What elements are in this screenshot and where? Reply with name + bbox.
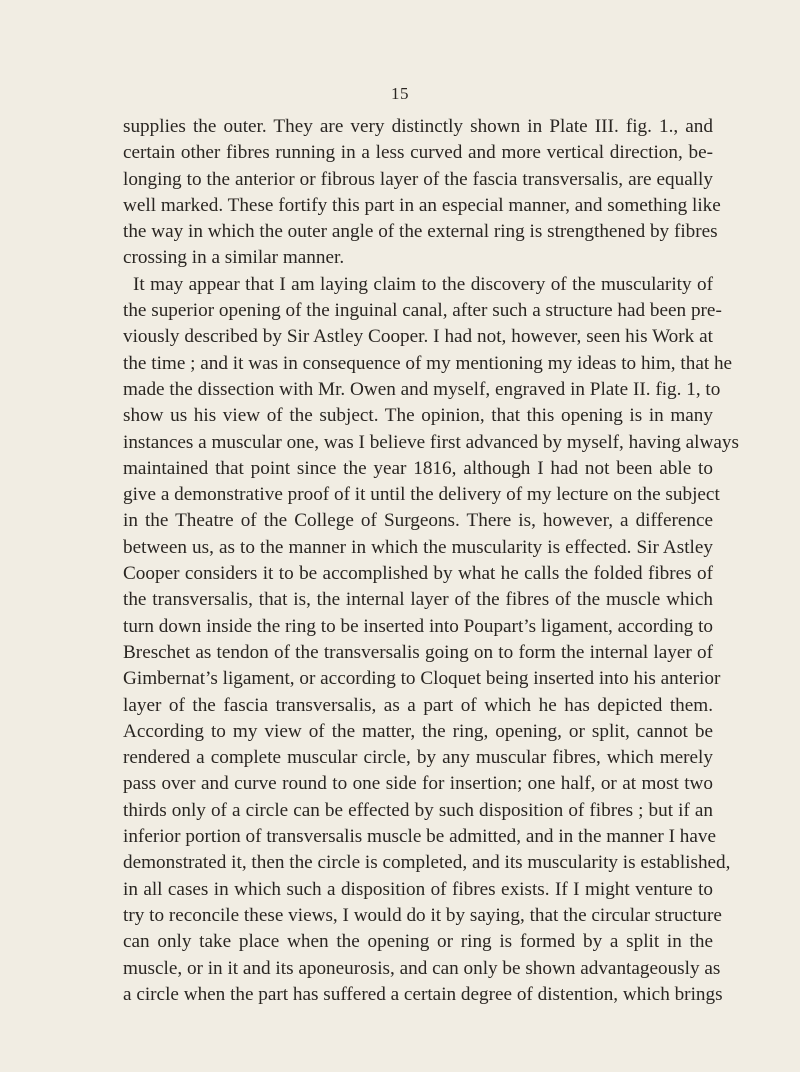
text-line: crossing in a similar manner. bbox=[123, 247, 345, 269]
text-line: maintained that point since the year 1816, although I had not been able to bbox=[123, 457, 713, 479]
text-line: According to my view of the matter, the ring, opening, or split, cannot be bbox=[123, 720, 713, 742]
text-line: instances a muscular one, was I believe first advanced by myself, having always bbox=[123, 431, 739, 453]
text-line: give a demonstrative proof of it until the delivery of my lecture on the subject bbox=[123, 484, 720, 506]
text-line: supplies the outer. They are very distinctly shown in Plate III. fig. 1., and bbox=[123, 116, 713, 137]
text-line: Cooper considers it to be accomplished by what he calls the folded fibres of bbox=[123, 563, 713, 585]
text-line: show us his view of the subject. The opinion, that this opening is in many bbox=[123, 405, 713, 427]
text-line: in the Theatre of the College of Surgeons. There is, however, a difference bbox=[123, 510, 713, 532]
text-line: certain other fibres running in a less curved and more vertical direction, be- bbox=[123, 142, 713, 164]
text-line: viously described by Sir Astley Cooper. I had not, however, seen his Work at bbox=[123, 326, 713, 348]
text-line: muscle, or in it and its aponeurosis, and can only be shown advantageously as bbox=[123, 957, 721, 979]
body-text bbox=[123, 114, 739, 1008]
text-line: a circle when the part has suffered a certain degree of distention, which brings bbox=[123, 983, 723, 1005]
text-line: longing to the anterior or fibrous layer of the fascia transversalis, are equally bbox=[123, 168, 713, 190]
text-line: well marked. These fortify this part in an especial manner, and something like bbox=[123, 194, 721, 216]
text-line: the superior opening of the inguinal canal, after such a structure had been pre- bbox=[123, 300, 722, 322]
text-line: try to reconcile these views, I would do it by saying, that the circular structure bbox=[123, 904, 722, 926]
page-number: 15 bbox=[391, 84, 409, 103]
text-line: between us, as to the manner in which the muscularity is effected. Sir Astley bbox=[123, 536, 713, 558]
text-line: in all cases in which such a disposition of fibres exists. If I might venture to bbox=[123, 878, 713, 900]
text-line: It may appear that I am laying claim to the discovery of the muscularity of bbox=[133, 273, 713, 295]
text-line: Gimbernat’s ligament, or according to Cloquet being inserted into his anterior bbox=[123, 668, 721, 690]
text-line: turn down inside the ring to be inserted into Poupart’s ligament, according to bbox=[123, 615, 713, 637]
text-line: the way in which the outer angle of the external ring is strengthened by fibres bbox=[123, 221, 718, 243]
text-line: made the dissection with Mr. Owen and myself, engraved in Plate II. fig. 1, to bbox=[123, 378, 721, 400]
text-line: rendered a complete muscular circle, by any muscular fibres, which merely bbox=[123, 747, 713, 769]
text-line: thirds only of a circle can be effected by such disposition of fibres ; but if an bbox=[123, 799, 713, 821]
text-line: inferior portion of transversalis muscle be admitted, and in the manner I have bbox=[123, 826, 717, 848]
text-line: pass over and curve round to one side for insertion; one half, or at most two bbox=[123, 773, 713, 795]
text-line: Breschet as tendon of the transversalis going on to form the internal layer of bbox=[123, 641, 713, 663]
text-line: demonstrated it, then the circle is completed, and its muscularity is established, bbox=[123, 852, 731, 874]
text-line: the transversalis, that is, the internal layer of the fibres of the muscle which bbox=[123, 589, 713, 611]
text-line: layer of the fascia transversalis, as a part of which he has depicted them. bbox=[123, 694, 713, 716]
text-line: can only take place when the opening or ring is formed by a split in the bbox=[123, 931, 713, 953]
text-line: the time ; and it was in consequence of my mentioning my ideas to him, that he bbox=[123, 352, 733, 374]
